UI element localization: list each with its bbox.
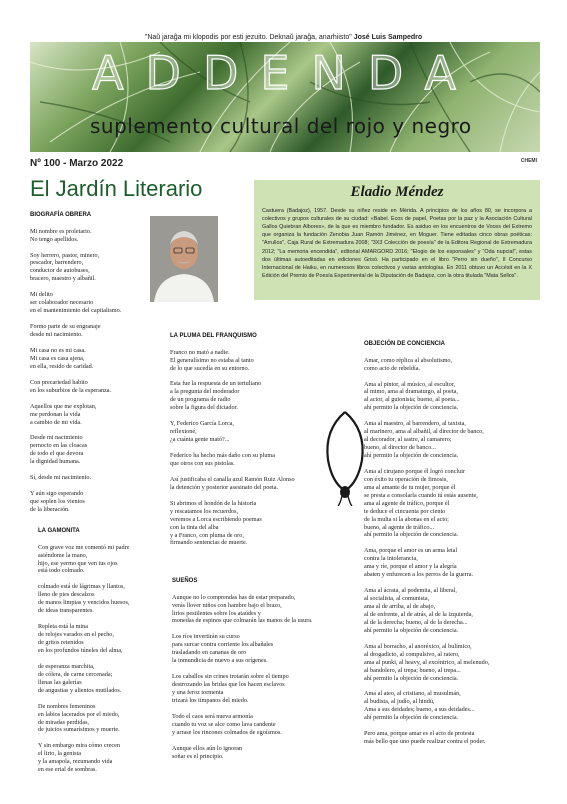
stanza	[38, 583, 168, 615]
poem-line: que soplen los vientos	[30, 498, 85, 506]
poem-line: al marinero, ama al albañil, al director de banco,	[364, 428, 484, 436]
poem-line: colmado está de lágrimas y llantos,	[38, 583, 125, 591]
poem-line: destrozando las bridas que los hacen esclavos	[172, 681, 285, 689]
stanza	[364, 643, 540, 683]
poem-line: en el mantenimiento del capitalismo.	[30, 307, 122, 315]
poem-line: Y sin embargo mira cómo crecen	[38, 742, 120, 750]
stanza	[38, 623, 168, 655]
poem-line: ahí permito la objeción de conciencia.	[364, 531, 459, 539]
poem-line: trizará los tímpanos del miedo.	[172, 696, 249, 704]
poem-line: en ese erial de sombras.	[38, 766, 97, 774]
poem-line: Esta fue la respuesta de un tertuliano	[170, 380, 262, 388]
poem-title-objecion: OBJECIÓN DE CONCIENCIA	[364, 341, 446, 347]
poem-line: al drogadicto, al compulsivo, al ratero,	[364, 650, 460, 658]
poem-line: abaten y enfurecen a los perros de la guerra.	[364, 571, 474, 579]
poem-line: de la multa si la abonas en el acto;	[364, 515, 449, 523]
poem-line: de angustias y alientos mutilados.	[38, 686, 122, 694]
poem-line: Aunque ellos aún lo ignoran	[172, 744, 243, 752]
poem-line: Todo el caos será nueva armonía	[172, 712, 253, 720]
poem-line: a cambio de mi vida.	[30, 418, 82, 426]
poem-line: Si abrimos el hondón de la historia	[170, 499, 257, 507]
stanza	[364, 357, 540, 373]
poem-line: de manos limpias y vencidos huesos,	[38, 599, 130, 607]
poem-body-suenos	[172, 594, 372, 761]
poem-line: desde mi nacimiento.	[30, 331, 83, 339]
stanza	[30, 434, 148, 466]
poem-line: ahí permito la objeción de conciencia.	[364, 404, 459, 412]
poem-line: ama al de arriba, al de abajo,	[364, 603, 436, 611]
poem-line: Ama al maestro, al barrendero, al taxista,	[364, 420, 466, 428]
stanza	[30, 323, 148, 339]
poem-line: Federico ha hecho más daño con su pluma	[170, 452, 275, 460]
poem-line: y arrase los rincones colmados de egoísmos.	[172, 728, 282, 736]
poem-line: de miradas perdidas,	[38, 718, 90, 726]
poem-line: de lo que sucedía en su entorno.	[170, 364, 250, 372]
poem-line: al bandolero, al trepa; bueno, al trepa...	[364, 666, 461, 674]
poem-line: en los profundos túneles del alma,	[38, 646, 123, 654]
poem-line: Sí, desde mi nacimiento.	[30, 474, 92, 482]
poem-line: Ama al borracho, al anoréxico, al bulímico,	[364, 642, 472, 650]
poem-line: El generalísimo no estaba al tanto	[170, 356, 254, 364]
poem-line: monedas de espinos que colmarán las manos de la usura.	[172, 617, 313, 625]
poem-line: con éxito tu operación de fimosis,	[364, 475, 448, 483]
stanza	[30, 252, 148, 284]
poem-line: soñar es el principio.	[172, 752, 224, 760]
author-photo-portrait	[150, 216, 218, 302]
poem-biografia	[30, 212, 148, 522]
poem-line: firmando sentencias de muerte.	[170, 539, 248, 547]
poem-body-objecion	[364, 357, 540, 746]
poem-line: ama al amante de tu mujer, porque él	[364, 483, 456, 491]
poem-line: pernocto en las cloacas	[30, 442, 88, 450]
stanza	[364, 468, 540, 539]
poem-line: al de enfrente, al de atrás, al de la izquierda,	[364, 610, 473, 618]
poem-line: para surcar contra corriente los albañales	[172, 641, 274, 649]
stanza	[38, 703, 168, 735]
stanza	[170, 500, 320, 548]
poem-line: al actor, al guionista; bueno, al poeta...	[364, 396, 460, 404]
poem-line: ¿a cuánta gente mató?...	[170, 436, 230, 444]
stanza	[364, 690, 540, 722]
poem-line: pescador, barrendero,	[30, 259, 84, 267]
poem-line: al decorador, al sastre, al camarero;	[364, 436, 452, 444]
poem-line: ahí permito la objeción de conciencia.	[364, 452, 459, 460]
poem-line: Ama al cirujano porque él logró concluir	[364, 467, 466, 475]
poem-line: Formo parte de su engranaje	[30, 323, 101, 331]
stanza	[38, 663, 168, 695]
poem-line: trasladando en cananas de oro	[172, 649, 247, 657]
poem-line: ser colaborador necesario	[30, 299, 94, 307]
poem-line: Ama al ácrata, al podemita, al liberal,	[364, 587, 457, 595]
poem-line: Mi casa es casa ajena,	[30, 354, 85, 362]
stanza	[364, 547, 540, 579]
poem-line: Mi delito	[30, 291, 53, 299]
stanza	[172, 745, 372, 761]
poem-line: Mi nombre es proletario.	[30, 227, 92, 235]
quote-author: José Luis Sampedro	[353, 34, 423, 41]
stanza	[364, 420, 540, 460]
poem-line: Así justificaba el canalla azul Ramón Ruiz Alonso	[170, 475, 295, 483]
section-title: El Jardín Literario	[30, 176, 203, 201]
poem-line: ahí permito la objeción de conciencia.	[364, 674, 459, 682]
poem-line: ama al agente de tráfico, porque él	[364, 499, 450, 507]
poem-line: Ama al ateo, al cristiano, al musulmán,	[364, 690, 461, 698]
poem-line: Con precariedad habito	[30, 378, 88, 386]
poem-line: la inmundicia de nuevo a sus orígenes.	[172, 657, 268, 665]
poem-line: bueno, al agente de tráfico...	[364, 523, 435, 531]
poem-line: la dignidad humana.	[30, 458, 81, 466]
poem-line: y rescatamos los recuerdos,	[170, 507, 239, 515]
poem-line: verás llover niños con hambre bajo el brazo,	[172, 601, 282, 609]
poem-line: lirios pestilentes sobre los ataúdes y	[172, 609, 261, 617]
poem-line: y una feroz tormenta	[172, 689, 224, 697]
poem-line: Pero ama, porque amar es el acto de protesta	[364, 730, 475, 738]
poem-line: de cólera, de carne cercenada;	[38, 670, 113, 678]
stanza	[170, 452, 320, 468]
poem-title-gamonita: LA GAMONITA	[38, 528, 80, 534]
stanza	[38, 544, 168, 576]
poem-line: al socialista, al comunista,	[364, 595, 430, 603]
poem-line: Soy herrero, pastor, minero,	[30, 251, 100, 259]
stanza	[170, 476, 320, 492]
quote-text: "Naŭ jaraĝa mi klopodis por esti jezuito. Deknaŭ jaraĝa, anarhiisto"	[144, 34, 352, 41]
poem-line: y la amapola, rezumando vida	[38, 758, 113, 766]
stanza	[364, 730, 540, 746]
banner-subtitle: suplemento cultural del rojo y negro	[90, 114, 472, 138]
author-bio-box	[254, 180, 540, 300]
poem-line: llenas las galerías	[38, 678, 82, 686]
poem-gamonita	[38, 528, 168, 782]
stanza	[172, 713, 372, 737]
poem-line: conductor de autobuses,	[30, 267, 90, 275]
poem-line: Ama al pintor, al músico, al escultor,	[364, 380, 456, 388]
header-quote	[0, 34, 567, 41]
poem-line: al de la derecha; bueno, al de la derecha...	[364, 618, 468, 626]
poem-line: me perdonan la vida	[30, 410, 81, 418]
poem-line: Y, Federico García Lorca,	[170, 420, 234, 428]
stanza	[30, 347, 148, 371]
poem-line: sobre la figura del dictador.	[170, 404, 238, 412]
author-bio: Castuera (Badajoz), 1957. Desde su niñez reside en Mérida. A principios de los años 80, se incorpora a colectivos y grupos culturales de su ciudad: «Babel. Ecos de papel, Poetas por la paz y la Asociación Cultural Gallos Quiebran Albores», de la que es miembro fundador. Es asiduo en los encuentros de Voces del Extremo que organiza la fundación Zenobia Juan Ramón Jiménez, en Moguer. Tiene editadas cinco obras poéticas: "Arrullos", Caja Rural de Extremadura 2008; "3X3 Colección de poesía" de la Editora Regional de Extremadura 2012; "La memoria encendida", editorial AMARGORD 2016; "Elogio de los esponsales" y "Oda nupcial", estas dos últimas autoeditadas en ediciones Grisó. Ha participado en el libro "Perro sin dueño", II Concurso Internacional de Haiku, en numerosos libros colectivos y varias antologías. En 2011 obtuvo un Accésit en la X Edición del Premio de Poesía Experimental de la Diputación de Badajoz, con la obra titulada "Mata Sellos".	[262, 208, 532, 279]
stanza	[170, 349, 320, 373]
stanza	[30, 379, 148, 395]
poem-line: de un programa de radio	[170, 396, 231, 404]
poem-body-biografia	[30, 228, 148, 514]
poem-line: Y aún sigo esperando	[30, 490, 84, 498]
poem-line: No tengo apellidos.	[30, 235, 79, 243]
poem-line: Mi casa no es mi casa.	[30, 346, 86, 354]
poem-line: de juicios sumarísimos y muerte.	[38, 726, 120, 734]
poem-line: que otros con sus pistolas.	[170, 459, 235, 467]
poem-body-gamonita	[38, 544, 168, 775]
stanza	[170, 380, 320, 412]
poem-line: reflexioné,	[170, 428, 197, 436]
poem-line: de la liberación.	[30, 506, 70, 514]
poem-line: hijo, ese yermo que ven tus ojos	[38, 559, 118, 567]
poem-line: de gritos retenidos	[38, 639, 84, 647]
stanza	[172, 673, 372, 705]
poem-line: contra la intolerancia,	[364, 555, 418, 563]
poem-line: bueno, al director de banco...	[364, 444, 436, 452]
poem-line: ama y ríe, porque el amor y la alegría	[364, 563, 457, 571]
poem-line: Los caballos sin crines trotarán sobre el tiempo	[172, 673, 289, 681]
poem-line: como acto de rebeldía.	[364, 364, 421, 372]
poem-title-biografia: BIOGRAFÍA OBRERA	[30, 212, 92, 218]
stanza	[172, 633, 372, 665]
poem-line: Ama a sus deidades; bueno, a sus deidades...	[364, 706, 475, 714]
poem-line: veremos a Lorca escribiendo poemas	[170, 515, 262, 523]
poem-line: en los suburbios de la esperanza.	[30, 386, 112, 394]
poem-line: ahí permito la objeción de conciencia.	[364, 626, 459, 634]
poem-line: a la pregunta del moderador	[170, 388, 240, 396]
poem-line: de esperanza marchita,	[38, 662, 95, 670]
poem-line: con la tinta del alba	[170, 523, 219, 531]
poem-line: está todo colmado.	[38, 567, 85, 575]
poem-line: el lirio, la genista	[38, 750, 81, 758]
poem-line: ahí permito la objeción de conciencia.	[364, 714, 459, 722]
stanza	[30, 490, 148, 514]
poem-title-suenos: SUEÑOS	[172, 578, 198, 584]
poem-line: ama al punki, al heavy, al excéntrico, al melenudo,	[364, 658, 490, 666]
poem-line: al mimo, ama al dramaturgo, al poeta,	[364, 388, 458, 396]
author-photo	[150, 216, 218, 302]
poem-line: Desde mi nacimiento	[30, 434, 83, 442]
poem-line: la detención y posterior asesinato del poeta.	[170, 483, 279, 491]
poem-line: Repleta está la mina	[38, 623, 88, 631]
small-logo: CHEMI	[520, 158, 537, 164]
poem-line: Amar, como réplica al absolutismo,	[364, 356, 453, 364]
poem-line: De nombres femeninos	[38, 702, 96, 710]
stanza	[30, 474, 148, 482]
stanza	[30, 403, 148, 427]
stanza	[364, 587, 540, 635]
poem-line: Franco no mató a nadie.	[170, 348, 230, 356]
poem-line: y a Franco, con pluma de oro,	[170, 531, 244, 539]
poem-objecion	[364, 341, 540, 754]
banner	[30, 42, 540, 152]
poem-line: te deduce el cincuenta por ciento	[364, 507, 446, 515]
poem-line: al budista, al judío, al hindú,	[364, 698, 435, 706]
poem-line: asiéndome la mano,	[38, 551, 88, 559]
poem-body-pluma	[170, 349, 320, 548]
poem-line: de ideas transparentes.	[38, 607, 94, 615]
stanza	[38, 742, 168, 774]
poem-line: en ella, resido de caridad.	[30, 362, 94, 370]
stanza	[30, 228, 148, 244]
author-name: Eladio Méndez	[350, 184, 444, 200]
stanza	[364, 381, 540, 413]
poem-line: más bello que uno puede realizar contra el poder.	[364, 738, 486, 746]
stanza	[170, 420, 320, 444]
issue-number: Nº 100 - Marzo 2022	[30, 158, 124, 169]
poem-line: Aunque no lo comprendas has de estar preparado,	[172, 593, 296, 601]
poem-line: bracero, maestro y albañil.	[30, 275, 96, 283]
poem-line: Ama, porque el amor es un arma letal	[364, 547, 458, 555]
poem-title-pluma: LA PLUMA DEL FRANQUISMO	[170, 333, 257, 339]
poem-line: cuando tu voz se alce como lava candente	[172, 720, 276, 728]
stanza	[30, 291, 148, 315]
poem-line: Los ríos invertirán su curso	[172, 633, 240, 641]
poem-line: lleno de pies descalzos	[38, 591, 95, 599]
poem-line: en labios lacerados por el miedo,	[38, 710, 120, 718]
poem-suenos	[172, 578, 372, 769]
poem-line: de relojes varados en el pecho,	[38, 631, 114, 639]
poem-line: se presta a consolarla cuando tú estás ausente,	[364, 491, 478, 499]
poem-line: Aquellos que me explotan,	[30, 402, 97, 410]
poem-line: de todo el que devora	[30, 450, 84, 458]
cord-pendant-illustration	[316, 410, 374, 506]
poem-pluma	[170, 333, 320, 555]
stanza	[172, 594, 372, 626]
banner-title: ADDENDA	[92, 46, 478, 100]
poem-line: Con grave voz me comentó mi padre	[38, 543, 130, 551]
